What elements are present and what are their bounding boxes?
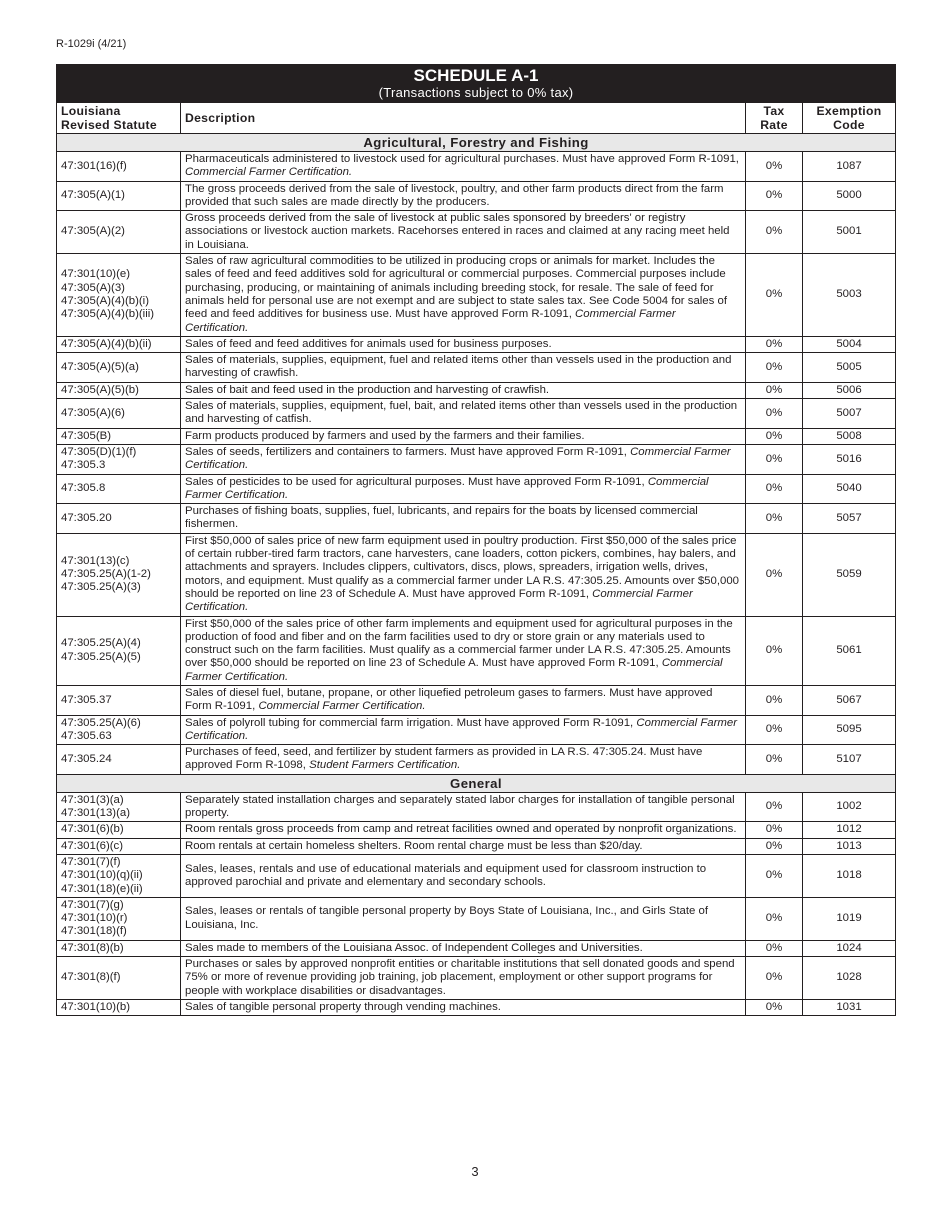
description-cell: [181, 504, 746, 534]
table-row: [57, 444, 896, 474]
table-row: [57, 715, 896, 745]
description-text: Purchases of fishing boats, supplies, fuel, lubricants, and repairs for the boats by licensed commercial fishermen.: [185, 505, 698, 531]
description-text: The gross proceeds derived from the sale of livestock, poultry, and other farm products direct from the farm provided that such sales are made directly by the producers.: [185, 182, 724, 208]
description-cell: [181, 854, 746, 897]
exemption-code-cell: 5001: [803, 211, 896, 254]
table-row: [57, 399, 896, 429]
table-row: [57, 822, 896, 838]
description-text: Sales of tangible personal property through vending machines.: [185, 1000, 501, 1013]
description-text: Room rentals gross proceeds from camp and retreat facilities owned and operated by nonprofit organizations.: [185, 823, 737, 836]
tax-rate-cell: 0%: [746, 854, 803, 897]
page-number: 3: [471, 1164, 479, 1179]
exemption-code-cell: 1012: [803, 822, 896, 838]
schedule-table: [56, 64, 896, 1016]
exemption-code-cell: 1028: [803, 957, 896, 1000]
tax-rate-cell: 0%: [746, 616, 803, 685]
statute-cell: 47:301(7)(f) 47:301(10)(q)(ii) 47:301(18)(e)(ii): [57, 854, 181, 897]
description-text: Purchases of feed, seed, and fertilizer by student farmers as provided in LA R.S. 47:305.24. Must have approved Form R-1098,: [185, 746, 703, 772]
description-cell: [181, 152, 746, 182]
description-cell: [181, 897, 746, 940]
form-reference: Commercial Farmer Certification.: [185, 716, 738, 742]
exemption-code-cell: 5005: [803, 353, 896, 383]
tax-rate-cell: 0%: [746, 254, 803, 337]
description-cell: [181, 399, 746, 429]
description-text: Sales of diesel fuel, butane, propane, or other liquefied petroleum gases to farmers. Must have approved Form R-1091,: [185, 686, 713, 713]
exemption-code-cell: 1002: [803, 792, 896, 822]
exemption-code-cell: 1087: [803, 152, 896, 182]
statute-cell: 47:301(13)(c) 47:305.25(A)(1-2) 47:305.25(A)(3): [57, 533, 181, 616]
exemption-code-cell: 1031: [803, 999, 896, 1015]
description-text: Sales made to members of the Louisiana Assoc. of Independent Colleges and Universities.: [185, 941, 643, 954]
tax-rate-cell: 0%: [746, 533, 803, 616]
description-text: Sales, leases or rentals of tangible personal property by Boys State of Louisiana, Inc., and Girls State of Louisiana, Inc.: [185, 905, 708, 931]
tax-rate-cell: 0%: [746, 152, 803, 182]
tax-rate-cell: 0%: [746, 504, 803, 534]
description-cell: [181, 792, 746, 822]
table-row: [57, 745, 896, 775]
table-row: [57, 428, 896, 444]
statute-cell: 47:305.25(A)(4) 47:305.25(A)(5): [57, 616, 181, 685]
description-cell: [181, 382, 746, 398]
exemption-code-cell: 5040: [803, 474, 896, 504]
tax-rate-cell: 0%: [746, 822, 803, 838]
description-cell: [181, 474, 746, 504]
tax-rate-cell: 0%: [746, 336, 803, 352]
statute-cell: 47:305(A)(5)(b): [57, 382, 181, 398]
table-row: [57, 616, 896, 685]
description-text: Pharmaceuticals administered to livestock used for agricultural purchases. Must have approved Form R-1091,: [185, 153, 739, 165]
section-title: Agricultural, Forestry and Fishing: [57, 134, 896, 152]
exemption-code-cell: 5067: [803, 685, 896, 715]
section-title: General: [57, 774, 896, 792]
exemption-code-cell: 5095: [803, 715, 896, 745]
tax-rate-cell: 0%: [746, 211, 803, 254]
description-cell: [181, 254, 746, 337]
description-text: Sales of bait and feed used in the production and harvesting of crawfish.: [185, 383, 550, 396]
description-text: Sales of feed and feed additives for animals used for business purposes.: [185, 337, 552, 350]
table-row: [57, 254, 896, 337]
description-cell: [181, 822, 746, 838]
form-reference: Commercial Farmer Certification.: [185, 657, 723, 683]
description-text: First $50,000 of the sales price of other farm implements and equipment used for agricultural purposes in the production of food and fiber and on the farm facilities used to dry or store grain or any materials used to construct such on the farm facilities. Must qualify as a commercial farmer under LA R.S. 47:305.25. Amounts over $50,000 should be reported on line 23 of Schedule A. Must have approved Form R-1091,: [185, 617, 733, 670]
schedule-banner: [57, 65, 896, 103]
table-row: [57, 181, 896, 211]
section-header-row: [57, 774, 896, 792]
table-row: [57, 685, 896, 715]
col-header-code: Exemption Code: [803, 103, 896, 134]
description-cell: [181, 999, 746, 1015]
table-row: [57, 897, 896, 940]
tax-rate-cell: 0%: [746, 685, 803, 715]
exemption-code-cell: 5016: [803, 444, 896, 474]
schedule-subtitle: (Transactions subject to 0% tax): [378, 85, 574, 100]
tax-rate-cell: 0%: [746, 745, 803, 775]
table-row: [57, 957, 896, 1000]
exemption-code-cell: 5061: [803, 616, 896, 685]
table-row: [57, 353, 896, 383]
exemption-code-cell: 5059: [803, 533, 896, 616]
table-row: [57, 854, 896, 897]
form-reference: Commercial Farmer Certification.: [185, 308, 676, 334]
description-text: Sales of raw agricultural commodities to be utilized in producing crops or animals for market. Includes the sales of feed and feed additives sold for agricultural or commercial purposes. Commercial purposes include purchasing, producing, or maintaining of animals including breeding stock, for resale. The sale of feed for animals held for personal use are not exempt and are subject to state sales tax. See Code 5004 for sales of feed and feed additives for business use. Must have approved Form R-1091,: [185, 255, 728, 321]
statute-cell: 47:305(A)(1): [57, 181, 181, 211]
exemption-code-cell: 5003: [803, 254, 896, 337]
statute-cell: 47:305.24: [57, 745, 181, 775]
description-text: Farm products produced by farmers and used by the farmers and their families.: [185, 429, 585, 442]
description-text: First $50,000 of sales price of new farm equipment used in poultry production. First $50,000 of the sales price of certain rubber-tired farm tractors, cane harvesters, cane loaders, cotton pickers, combines, hay balers, and attachments and sprayers. Includes clippers, cultivators, discs, plows, spreaders, irrigation wells, drives, motors, and equipment. Must qualify as a commercial farmer under LA R.S. 47:305.25. Amounts over $50,000 should be reported on line 23 of Schedule A. Must have approved Form R-1091,: [185, 534, 740, 600]
exemption-code-cell: 1019: [803, 897, 896, 940]
table-row: [57, 474, 896, 504]
description-cell: [181, 838, 746, 854]
description-text: Sales of seeds, fertilizers and containers to farmers. Must have approved Form R-1091,: [185, 445, 631, 458]
column-header-row: [57, 103, 896, 134]
table-row: [57, 838, 896, 854]
statute-cell: 47:301(10)(e) 47:305(A)(3) 47:305(A)(4)(b)(i) 47:305(A)(4)(b)(iii): [57, 254, 181, 337]
table-row: [57, 152, 896, 182]
statute-cell: 47:305(A)(4)(b)(ii): [57, 336, 181, 352]
description-cell: [181, 616, 746, 685]
statute-cell: 47:301(7)(g) 47:301(10)(r) 47:301(18)(f): [57, 897, 181, 940]
exemption-code-cell: 1024: [803, 940, 896, 956]
schedule-title: SCHEDULE A-1: [413, 66, 539, 85]
tax-rate-cell: 0%: [746, 715, 803, 745]
exemption-code-cell: 5006: [803, 382, 896, 398]
description-cell: [181, 444, 746, 474]
tax-rate-cell: 0%: [746, 792, 803, 822]
description-text: Sales, leases, rentals and use of educational materials and equipment used for classroom instruction to approved parochial and private and elementary and secondary schools.: [185, 862, 707, 888]
description-cell: [181, 533, 746, 616]
statute-cell: 47:305(A)(2): [57, 211, 181, 254]
description-cell: [181, 715, 746, 745]
statute-cell: 47:305.20: [57, 504, 181, 534]
statute-cell: 47:301(6)(b): [57, 822, 181, 838]
statute-cell: 47:305(A)(5)(a): [57, 353, 181, 383]
col-header-statute: Louisiana Revised Statute: [57, 103, 181, 134]
tax-rate-cell: 0%: [746, 399, 803, 429]
form-reference: Commercial Farmer Certification.: [185, 166, 353, 179]
exemption-code-cell: 5057: [803, 504, 896, 534]
form-reference: Commercial Farmer Certification.: [185, 587, 693, 614]
statute-cell: 47:301(10)(b): [57, 999, 181, 1015]
table-row: [57, 792, 896, 822]
form-id: R-1029i (4/21): [56, 38, 127, 50]
description-cell: [181, 957, 746, 1000]
table-row: [57, 382, 896, 398]
description-text: Separately stated installation charges and separately stated labor charges for installation of tangible personal property.: [185, 793, 735, 820]
description-cell: [181, 745, 746, 775]
tax-rate-cell: 0%: [746, 353, 803, 383]
description-cell: [181, 211, 746, 254]
description-cell: [181, 336, 746, 352]
exemption-code-cell: 1018: [803, 854, 896, 897]
form-reference: Commercial Farmer Certification.: [185, 475, 709, 501]
table-row: [57, 533, 896, 616]
tax-rate-cell: 0%: [746, 999, 803, 1015]
description-text: Sales of polyroll tubing for commercial farm irrigation. Must have approved Form R-1091,: [185, 716, 637, 729]
tax-rate-cell: 0%: [746, 897, 803, 940]
tax-rate-cell: 0%: [746, 940, 803, 956]
table-row: [57, 999, 896, 1015]
tax-rate-cell: 0%: [746, 382, 803, 398]
schedule-body: [57, 134, 896, 1016]
description-text: Sales of materials, supplies, equipment, fuel and related items other than vessels used in the production and harvesting of crawfish.: [185, 354, 732, 380]
form-reference: Commercial Farmer Certification.: [185, 445, 731, 472]
statute-cell: 47:301(8)(b): [57, 940, 181, 956]
description-cell: [181, 940, 746, 956]
table-row: [57, 211, 896, 254]
exemption-code-cell: 1013: [803, 838, 896, 854]
section-header-row: [57, 134, 896, 152]
description-cell: [181, 428, 746, 444]
description-cell: [181, 181, 746, 211]
description-text: Sales of materials, supplies, equipment, fuel, bait, and related items other than vessels used in the production and harvesting of catfish.: [185, 400, 738, 426]
tax-rate-cell: 0%: [746, 838, 803, 854]
table-row: [57, 336, 896, 352]
description-text: Purchases or sales by approved nonprofit entities or charitable institutions that sell donated goods and spend 75% or more of revenue providing job training, job placement, employment or other support programs for people with workplace disabilities or disadvantages.: [185, 958, 735, 997]
description-text: Sales of pesticides to be used for agricultural purposes. Must have approved Form R-1091,: [185, 475, 648, 488]
exemption-code-cell: 5008: [803, 428, 896, 444]
statute-cell: 47:301(3)(a) 47:301(13)(a): [57, 792, 181, 822]
description-text: Gross proceeds derived from the sale of livestock at public sales sponsored by breeders' or registry associations or livestock auction markets. Racehorses entered in races and claimed at any racing meet held in Louisiana.: [185, 212, 730, 251]
statute-cell: 47:301(16)(f): [57, 152, 181, 182]
form-reference: Student Farmers Certification.: [309, 759, 461, 772]
statute-cell: 47:301(8)(f): [57, 957, 181, 1000]
table-row: [57, 940, 896, 956]
statute-cell: 47:305(D)(1)(f) 47:305.3: [57, 444, 181, 474]
description-text: Room rentals at certain homeless shelters. Room rental charge must be less than $20/day.: [185, 839, 643, 852]
statute-cell: 47:305(B): [57, 428, 181, 444]
form-reference: Commercial Farmer Certification.: [258, 700, 426, 713]
exemption-code-cell: 5007: [803, 399, 896, 429]
tax-rate-cell: 0%: [746, 428, 803, 444]
tax-rate-cell: 0%: [746, 957, 803, 1000]
col-header-description: Description: [181, 103, 746, 134]
statute-cell: 47:305.25(A)(6) 47:305.63: [57, 715, 181, 745]
exemption-code-cell: 5004: [803, 336, 896, 352]
statute-cell: 47:301(6)(c): [57, 838, 181, 854]
tax-rate-cell: 0%: [746, 181, 803, 211]
description-cell: [181, 353, 746, 383]
table-row: [57, 504, 896, 534]
statute-cell: 47:305.37: [57, 685, 181, 715]
exemption-code-cell: 5000: [803, 181, 896, 211]
tax-rate-cell: 0%: [746, 444, 803, 474]
description-cell: [181, 685, 746, 715]
exemption-code-cell: 5107: [803, 745, 896, 775]
statute-cell: 47:305.8: [57, 474, 181, 504]
tax-rate-cell: 0%: [746, 474, 803, 504]
statute-cell: 47:305(A)(6): [57, 399, 181, 429]
col-header-rate: Tax Rate: [746, 103, 803, 134]
